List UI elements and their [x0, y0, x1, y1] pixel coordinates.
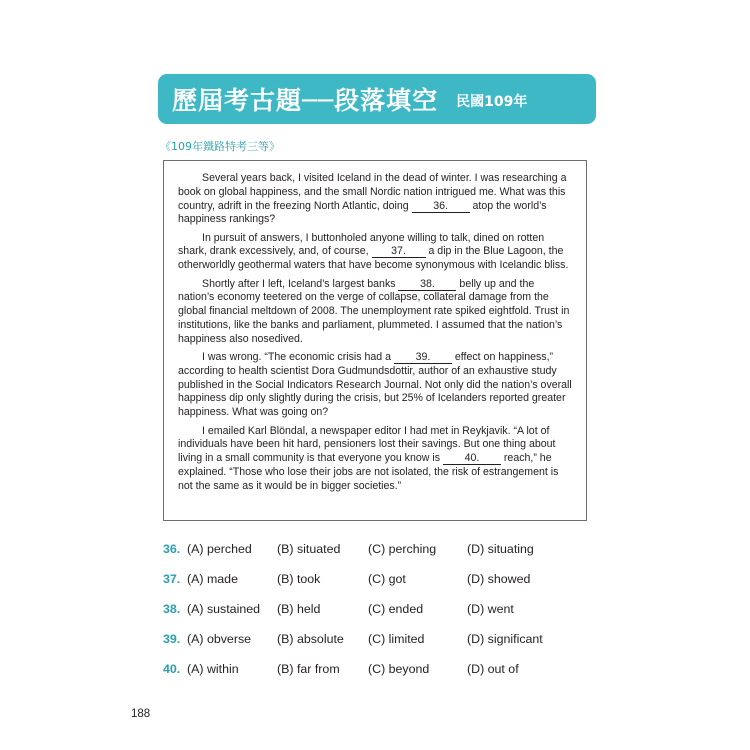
paragraph-text: effect on happiness,” according to health scientist Dora Gudmundsdottir, author of an exhaustive study published in the Social Indicators Research Journal. Not only did the nation’s overall happiness dip only slightly during the crisis, but 25% of Icelanders reported greater happiness. What was going on? [178, 351, 572, 419]
option-b: (B) situated [277, 542, 341, 556]
paragraph-text: I was wrong. “The economic crisis had a [202, 351, 394, 364]
option-b: (B) absolute [277, 632, 344, 646]
question-38 [163, 599, 593, 629]
question-40 [163, 659, 593, 689]
option-a: (A) within [187, 662, 239, 676]
paragraph-text: reach,” he explained. “Those who lose their jobs are not isolated, the risk of estrangement is not the same as it would be in bigger societies.” [178, 452, 559, 492]
blank-39: 39. [394, 352, 452, 364]
question-37 [163, 569, 593, 599]
option-c: (C) ended [368, 602, 424, 616]
passage-paragraph-2 [178, 232, 572, 273]
option-c: (C) beyond [368, 662, 430, 676]
option-a: (A) perched [187, 542, 252, 556]
page-number: 188 [131, 708, 151, 720]
question-number: 40. [163, 662, 181, 676]
question-list [163, 539, 593, 689]
exam-source-label: 《109年鐵路特考三等》 [160, 140, 280, 153]
paragraph-text: atop the world’s happiness rankings? [178, 199, 547, 226]
paragraph-text: In pursuit of answers, I buttonholed anyone willing to talk, dined on rotten shark, drank excessively, and, of course, [178, 231, 545, 258]
option-d: (D) situating [467, 542, 534, 556]
question-39 [163, 629, 593, 659]
option-b: (B) held [277, 602, 321, 616]
section-banner [158, 74, 596, 124]
banner-subtitle: 民國109年 [456, 94, 528, 110]
option-d: (D) out of [467, 662, 519, 676]
paragraph-text: I emailed Karl Blöndal, a newspaper editor I had met in Reykjavik. “A lot of individuals have been hit hard, pensioners lost their savings. But one thing about living in a small community is that everyone you know is [178, 424, 556, 465]
paragraph-text: a dip in the Blue Lagoon, the otherworldly geothermal waters that have become synonymous with Icelandic bliss. [178, 245, 569, 272]
option-c: (C) got [368, 572, 406, 586]
paragraph-text: Several years back, I visited Iceland in the dead of winter. I was researching a book on global happiness, and the small Nordic nation intrigued me. What was this country, adrift in the freezing North Atlantic, doing [178, 172, 567, 212]
passage-paragraph-3 [178, 278, 572, 347]
blank-38: 38. [398, 279, 456, 291]
question-number: 39. [163, 632, 181, 646]
option-c: (C) perching [368, 542, 437, 556]
paragraph-text: Shortly after I left, Iceland’s largest banks [202, 277, 399, 290]
question-number: 38. [163, 602, 181, 616]
blank-40: 40. [443, 453, 501, 465]
passage-paragraph-5 [178, 425, 572, 494]
option-a: (A) made [187, 572, 238, 586]
option-c: (C) limited [368, 632, 425, 646]
question-36 [163, 539, 593, 569]
question-number: 36. [163, 542, 181, 556]
blank-36: 36. [412, 201, 470, 213]
option-d: (D) showed [467, 572, 531, 586]
option-a: (A) obverse [187, 632, 252, 646]
passage-paragraph-1 [178, 172, 572, 227]
paragraph-text: belly up and the nation’s economy teetered on the verge of collapse, collateral damage from the global financial meltdown of 2008. The unemployment rate spiked eightfold. Trust in institutions, like the banks and parliament, plummeted. I assumed that the nation’s happiness also nosedived. [178, 277, 570, 345]
option-d: (D) went [467, 602, 514, 616]
banner-title: 歷屆考古題──段落填空 [172, 86, 439, 115]
option-b: (B) took [277, 572, 321, 586]
option-b: (B) far from [277, 662, 340, 676]
option-a: (A) sustained [187, 602, 261, 616]
passage-paragraph-4 [178, 351, 572, 420]
passage-box [163, 160, 587, 521]
blank-37: 37. [372, 246, 426, 258]
option-d: (D) significant [467, 632, 543, 646]
question-number: 37. [163, 572, 181, 586]
